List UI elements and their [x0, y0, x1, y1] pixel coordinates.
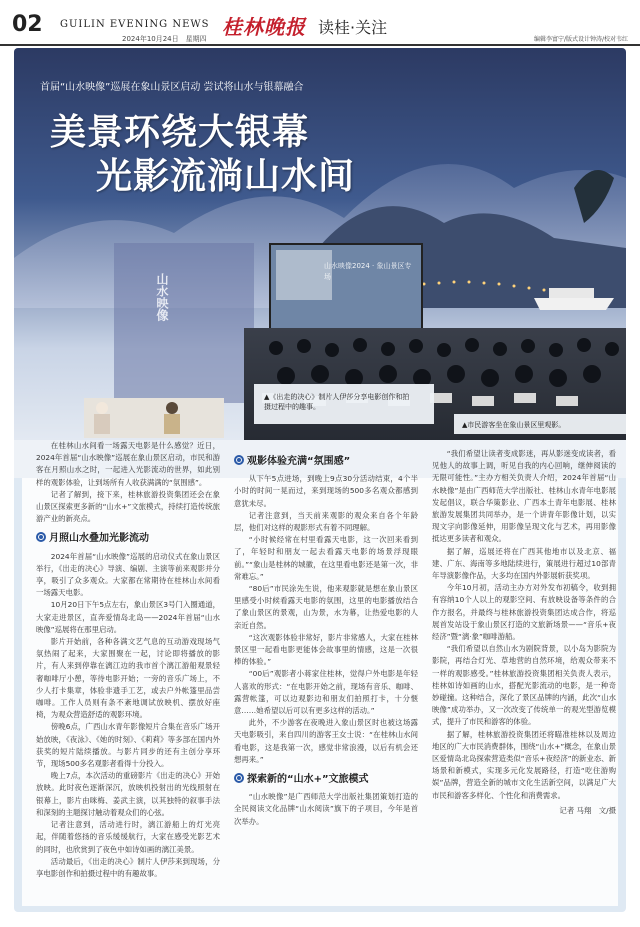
- body-paragraph: 活动最后，《出走的决心》制片人伊莎来到现场，分享电影创作和拍摄过程中的有趣故事。: [36, 856, 220, 878]
- screen-text: 山水映像2024 · 象山景区专场: [324, 262, 412, 281]
- subheading-3: 探索新的“山水+”文旅模式: [234, 773, 418, 786]
- cruise-boat: [534, 298, 614, 310]
- issue-date: 2024年10月24日 星期四: [122, 35, 207, 43]
- heading-marker-icon: [36, 532, 46, 542]
- body-paragraph: “小时候经常在村里看露天电影，这一次回来看到了，年轻时和朋友一起去看露天电影的场景浮现眼前。”“象山是桂林的城徽，在这里看电影还是第一次，非常难忘。”: [234, 535, 418, 581]
- body-paragraph: 10月20日下午5点左右，象山景区3号门入圈通道，大家走进景区，直奔爱情岛北岛——2024年首届“山水映像”巡展将在那里启动。: [36, 600, 220, 634]
- body-paragraph: “80后”市民涂先生说，他来观影就是想在象山景区里感受小时候看露天电影的氛围，这里的电影播放结合了象山景区的景观，山为景，水为幕，让热爱电影的人亲近自然。: [234, 584, 418, 630]
- body-paragraph: “我们希望让读者变成影迷，再从影迷变成读者，看见他人的故事上调，听见自我的内心回响，继伸阅读的无限可能性。”主办方相关负责人介绍，2024年首届“山水映像”是由广西师范大学出版社、桂林山水青年电影展发起倡议，联合华策影业、广西本土青年电影展、桂林旅游发展集团共同举办，是一个讲青年影像计划，以实现文字向影像延伸，用影像呈现文化与艺术，再用影像抵达更多读者和观众。: [432, 449, 616, 544]
- body-paragraph: 2024年首届“山水映像”巡展的启动仪式在象山景区举行，《出走的决心》导演、编剧、主演等前来观影并分享，吸引了众多观众。大家都在常期待在桂林山水间看一场露天电影。: [36, 551, 220, 598]
- body-paragraph: 据了解，巡展还将在广西其他地市以及北京、福建、广东、海南等多地陆续进行，策展进行超过10部青年导演影像作品，大多均在国内外影展斩获奖项。: [432, 546, 616, 581]
- page-number: 02: [12, 12, 43, 37]
- section-title: 读桂·关注: [318, 18, 388, 37]
- column-3: [432, 448, 616, 902]
- body-paragraph: 据了解，桂林旅游投资集团还将瞄准桂林以及周边地区的广大市民消费群体，围绕“山水+”概念，在象山景区爱情岛北岛探索营造类似“音乐+夜经济”的新业态、新场景和新模式，实现多元化发展路径，打造“吃住游购娱”品牌，营造全新的城市文化生活新空间，以满足广大市民和游客多样化、个性化和消费需求。: [432, 729, 616, 800]
- body-paragraph: 记者注意到，当天前来观影的观众来自各个年龄层，他们对这样的观影形式有着不同理解。: [234, 510, 418, 533]
- intro-paragraph: 在桂林山水间看一场露天电影是什么感觉？近日，2024年首届“山水映像”巡展在象山景区启动，市民和游客在月照山水之时，一起进入光影流动的世界，如此别样的观影体验，让到场所有人收获满满的“氛围感”。: [36, 441, 220, 487]
- photo-caption-1: ▲《出走的决心》制片人伊莎分享电影创作和拍摄过程中的趣事。: [264, 393, 410, 412]
- body-paragraph: 影片开始前，各种各满文艺气息的互动游戏现场气氛热闹了起来，大家围聚在一起，讨论即将播放的影片，有人来到停靠在漓江边的我市首个漓江游船观景轻奢咖啡厅小憩，等待电影开始；一旁的音乐广场上，不少人打卡集章，体验非遗手工艺，或去户外帐篷里品尝咖啡。工作人员则有条不紊地调试放映机、摆放好座椅，为观众营造舒适的观影环境。: [36, 637, 220, 720]
- body-paragraph: 从下午5点进场，到晚上9点30分活动结束，4个半小时的时间一晃而过，来到现场的500多名观众都感到意犹未尽。: [234, 474, 418, 508]
- article-kicker: 首届“山水映像”巡展在象山景区启动 尝试将山水与银幕融合: [40, 82, 304, 93]
- editor-credits: 编辑李富宁/版式设计钟涛/校对韦红: [533, 36, 628, 43]
- heading-marker-icon: [234, 455, 244, 465]
- column-1: [36, 440, 220, 902]
- paper-name-english: GUILIN EVENING NEWS: [60, 19, 210, 30]
- author-byline: 记者 马翔 文/摄: [559, 805, 616, 815]
- body-paragraph: 晚上7点，本次活动的重磅影片《出走的决心》开始放映。此时夜色逐渐深沉，放映机投射出的光线照射在银幕上，影片由咪梅、姜武主演，以其独特的叙事手法和深刻的主题探讨触动着观众们的心弦。: [36, 771, 220, 817]
- article-frame: [14, 48, 626, 912]
- hero-photo: [14, 48, 626, 478]
- photo-caption-2: ▲市民游客坐在象山景区里观影。: [462, 421, 566, 429]
- body-paragraph: “我们希望以自然山水为剧院背景，以小岛为影院为影院，再结合灯光、草地营的自然环境，给观众带来不一样的观影感受。”桂林旅游投资集团相关负责人表示，桂林如诗如画的山水，搭配光影流动的电影，是一种奇妙碰撞。这种结合，深化了景区品牌的内涵，此次“山水映像”成功举办，又一次改变了传统单一的观光型游览模式，提升了市民和游客的体验。: [432, 644, 616, 727]
- event-banner: [114, 243, 254, 403]
- body-paragraph: 此外，不少游客在夜晚进入象山景区时也被这场露天电影吸引，来自四川的游客王女士说：“在桂林山水间看电影，这是我第一次，感觉非常浪漫，以后有机会还想再来。”: [234, 718, 418, 764]
- body-paragraph: 傍晚6点，广西山水青年影像短片合集在音乐广场开始放映，《夜泳》、《她的时刻》、《莉莉》等多部在国内外获奖的短片陆续播放。与影片同步的还有主创分享环节，现场500多名观影者看得十分投入。: [36, 722, 220, 769]
- masthead: [0, 0, 640, 46]
- body-paragraph: 记者注意到，活动进行时，漓江游船上的灯光亮起，伴随着悠扬的音乐缓缓航行，大家在感受光影艺术的同时，也欣赏到了夜色中如诗如画的漓江美景。: [36, 820, 220, 854]
- body-paragraph: 今年10月初，活动主办方对外发布初稿令，收到拥有容纳10个人以上的观影空间、有放映设备等条件的合作方报名，并最终与桂林旅游投资集团达成合作，将巡展首发站设于象山景区打造的文旅新场景——“音乐+夜经济”暨“漓·象”咖啡游船。: [432, 583, 616, 642]
- paper-logo: 桂林晚报: [222, 15, 306, 39]
- heading-marker-icon: [234, 773, 244, 783]
- banner-text: 山水映像: [155, 273, 169, 321]
- body-paragraph: “这次观影体验非常好，影片非常感人，大家在桂林景区里一起看电影更能体会故事里的情感，这是一次很棒的体验。”: [234, 632, 418, 667]
- intro-paragraph-2: 记者了解到，接下来，桂林旅游投资集团还会在象山景区探索更多新的“山水+”文旅模式，持续打造传统旅游产业的新亮点。: [36, 489, 220, 524]
- body-paragraph: “00后”观影者小蒋家住桂林，觉得户外电影是年轻人喜欢的形式：“在电影开始之前，现场有音乐、咖啡、露营帐篷，可以边观影边和朋友们拍照打卡，十分惬意……她希望以后可以有更多这样的活动。”: [234, 669, 418, 716]
- column-2: [234, 448, 418, 902]
- headline-line-2: 光影流淌山水间: [96, 155, 356, 197]
- headline-line-1: 美景环绕大银幕: [50, 111, 310, 153]
- subheading-2: 观影体验充满“氛围感”: [234, 455, 418, 468]
- subheading-1: 月照山水叠加光影流动: [36, 532, 220, 545]
- body-paragraph: “山水映像”是广西师范大学出版社集团策划打造的全民阅读文化品牌“山水阅读”旗下的子项目，今年是首次举办。: [234, 792, 418, 826]
